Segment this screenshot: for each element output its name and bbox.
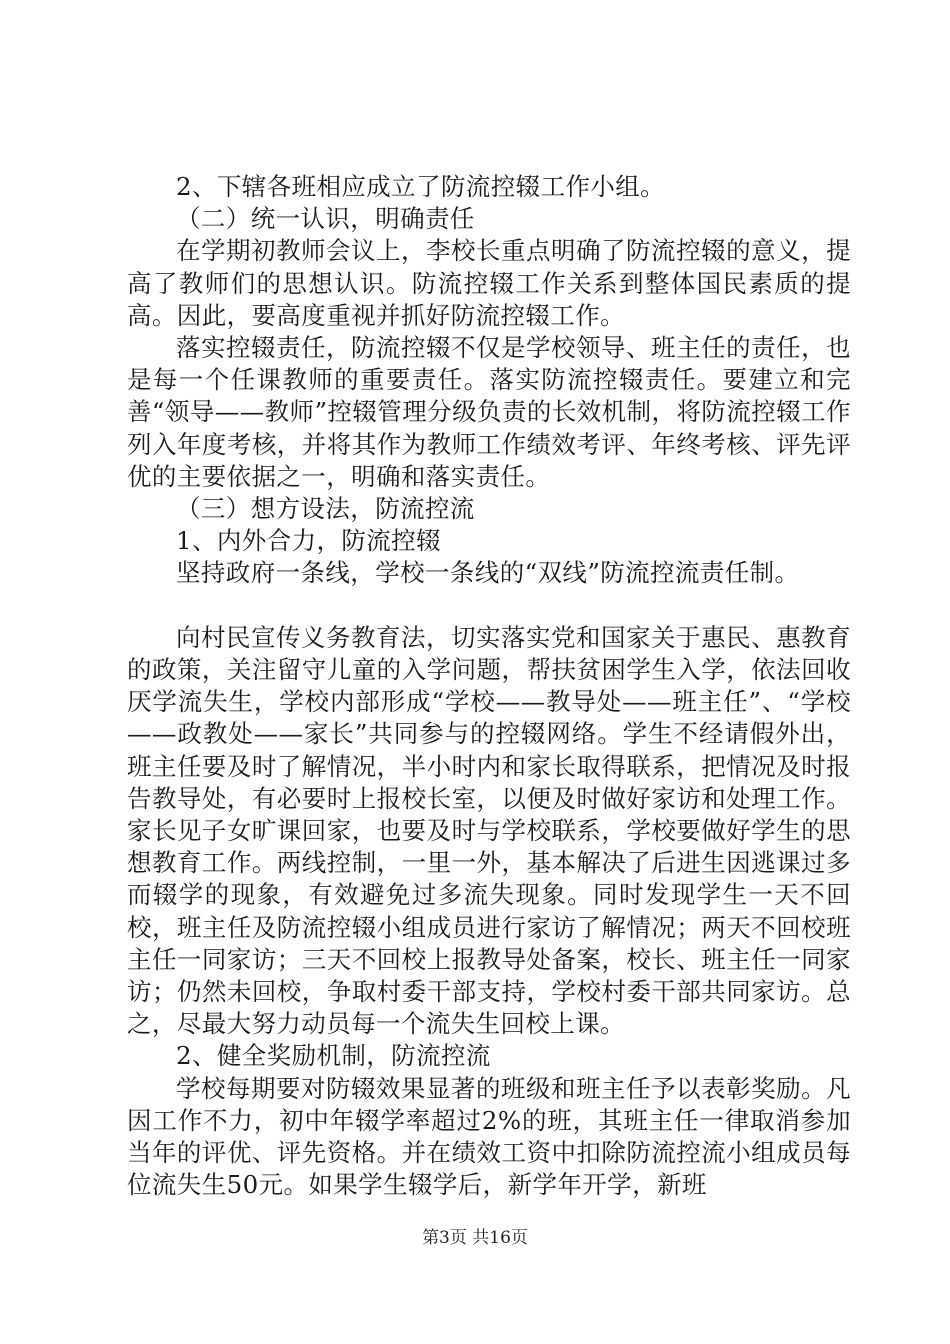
paragraph-dual-line: 坚持政府一条线，学校一条线的“双线”防流控流责任制。 [176, 558, 800, 588]
document-body [127, 171, 851, 1201]
paragraph-outreach: 向村民宣传义务教育法，切实落实党和国家关于惠民、惠教育的政策，关注留守儿童的入学问题，帮扶贫困学生入学，依法回收厌学流失生，学校内部形成“学校——教导处——班主任”、“学校——政教处——家长”共同参与的控辍网络。学生不经请假外出，班主任要及时了解情况，半小时内和家长取得联系，把情况及时报告教导处，有必要时上报校长室，以便及时做好家访和处理工作。家长见子女旷课回家，也要及时与学校联系，学校要做好学生的思想教育工作。两线控制，一里一外，基本解决了后进生因逃课过多而辍学的现象，有效避免过多流失现象。同时发现学生一天不回校，班主任及防流控辍小组成员进行家访了解情况；两天不回校班主任一同家访；三天不回校上报教导处备案，校长、班主任一同家访；仍然未回校，争取村委干部支持，学校村委干部共同家访。总之，尽最大努力动员每一个流失生回校上课。 [127, 622, 851, 1039]
paragraph-rewards: 学校每期要对防辍效果显著的班级和班主任予以表彰奖励。凡因工作不力，初中年辍学率超过2%的班，其班主任一律取消参加当年的评优、评先资格。并在绩效工资中扣除防流控流小组成员每位流失生50元。如果学生辍学后，新学年开学，新班 [127, 1073, 851, 1200]
blank-line [127, 590, 851, 622]
paragraph-responsibility: 落实控辍责任，防流控辍不仅是学校领导、班主任的责任，也是每一个任课教师的重要责任。落实防流控辍责任。要建立和完善“领导——教师”控辍管理分级负责的长效机制，将防流控辍工作列入年度考核，并将其作为教师工作绩效考评、年终考核、评先评优的主要依据之一，明确和落实责任。 [127, 333, 851, 491]
section-heading-3: （三）想方设法，防流控流 [176, 494, 475, 524]
subheading-1: 1、内外合力，防流控辍 [176, 526, 441, 556]
page-number-footer: 第3页 共16页 [422, 1228, 528, 1248]
subheading-2: 2、健全奖励机制，防流控流 [176, 1041, 491, 1071]
paragraph-meeting: 在学期初教师会议上，李校长重点明确了防流控辍的意义，提高了教师们的思想认识。防流控辍工作关系到整体国民素质的提高。因此，要高度重视并抓好防流控辍工作。 [127, 236, 851, 330]
paragraph-class-groups: 2、下辖各班相应成立了防流控辍工作小组。 [176, 172, 666, 201]
section-heading-2: （二）统一认识，明确责任 [176, 204, 475, 234]
